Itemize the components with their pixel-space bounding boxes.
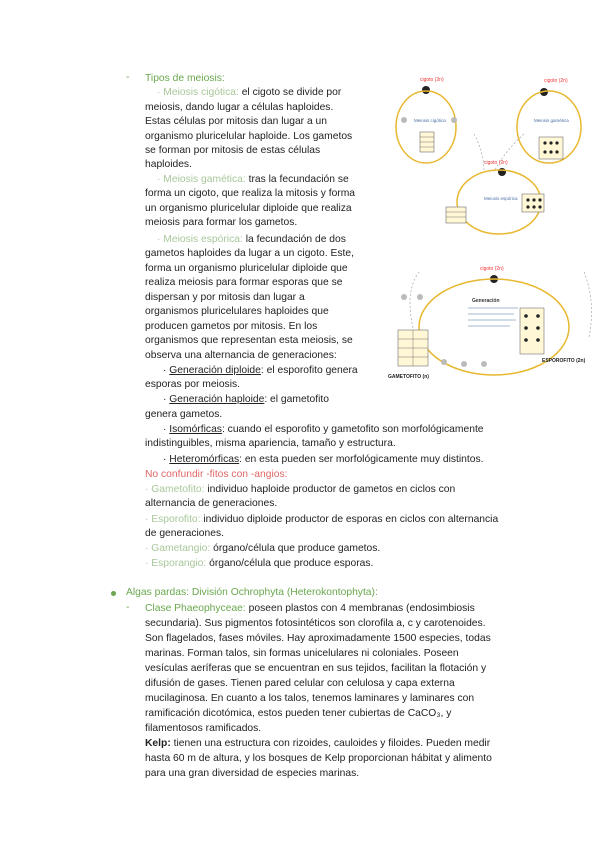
cycle-gametica [517, 78, 581, 163]
cigotica-line: Estas células por mitosis dan lugar a un [145, 116, 328, 127]
esporica-line: forma un organismo pluricelular diploide que [145, 263, 348, 274]
clase-line: filamentosos ramificados. [145, 723, 262, 734]
gen-diploide-line [163, 364, 358, 378]
kelp-line: hasta 60 m de altura, y los bosques de Kelp proporcionan hábitat y alimento [145, 753, 492, 764]
esporica-line: observa una alternancia de generaciones: [145, 350, 337, 361]
esporica-line: realiza meiosis para formar esporas que se [145, 277, 343, 288]
gametica-line: un organismo pluricelular diploide que realiza [145, 203, 352, 214]
def-term: · Gametangio: [145, 543, 211, 554]
isomorficas-prefix: · [163, 424, 170, 435]
heteromorficas-line [163, 453, 484, 467]
clase-line: difusión de gases. Tienen pared celular con celulosa y capa externa [145, 678, 455, 689]
def-line2: alternancia de generaciones. [145, 498, 278, 509]
esporica-line: organismos pluricelulares haploides que [145, 306, 329, 317]
gen-haploide-term: Generación haploide [169, 394, 265, 405]
cycle-center-label: Meiosis gamética [534, 118, 569, 123]
esporofito-label: ESPOROFITO (2n) [542, 358, 586, 364]
cigoto-label: cigoto (2n) [420, 77, 444, 83]
def-text: individuo diploide productor de esporas en ciclos con alternancia [203, 514, 499, 525]
def-esporofito [145, 513, 498, 527]
clase-text: poseen plastos con 4 membranas (endosimbiosis [248, 603, 475, 614]
heteromorficas-prefix: · [163, 454, 170, 465]
list-dash: - [126, 602, 130, 613]
def-text: órgano/célula que produce esporas. [209, 558, 374, 569]
kelp-label: Kelp: [145, 738, 171, 749]
gametica-label: · Meiosis gamética: [157, 174, 246, 185]
kelp-line-0 [145, 737, 490, 751]
cigoto-label: cigoto (2n) [480, 266, 504, 272]
clase-line: marinas. Forman talos, sin formas unicelulares ni coloniales. Poseen [145, 648, 459, 659]
cycle-center-label: Generación [472, 298, 500, 304]
cycle-esporica [446, 160, 544, 234]
isomorficas-term: Isomórficas [169, 424, 222, 435]
isomorficas-rest: : cuando el esporofito y gametofito son morfológicamente [221, 424, 484, 435]
heteromorficas-term: Heteromórficas [169, 454, 240, 465]
gen-haploide-prefix: · [163, 394, 170, 405]
cigoto-label: cigoto (2n) [544, 78, 568, 84]
cigotica-line: organismo pluricelular haploide. Los gametos [145, 131, 353, 142]
gametofito-label: GAMETOFITO (n) [388, 374, 429, 380]
list-dash: - [126, 72, 130, 83]
def-gametangio [145, 542, 380, 556]
kelp-line: para una gran diversidad de especies marinas. [145, 768, 360, 779]
gen-diploide-term: Generación diploide [169, 365, 261, 376]
esporica-line: dispersan y por mitosis dan lugar a [145, 292, 305, 303]
cycle-center-label: Meiosis cigótica [414, 118, 446, 123]
clase-line: vesículas aeríferas que se encuentran en sus tejidos, facilitan la flotación y [145, 663, 487, 674]
def-text: individuo haploide productor de gametos en ciclos con [207, 484, 456, 495]
esporica-label: · Meiosis espórica: [157, 234, 243, 245]
esporica-line: gametos haploides da lugar a un cigoto. Este, [145, 248, 354, 259]
clase-line: ramificación dicotómica, estos pueden tener cubiertas de CaCO₃, y [145, 708, 452, 719]
def-term: · Gametofito: [145, 484, 205, 495]
esporica-text: la fecundación de dos [245, 234, 346, 245]
clase-line: mucilaginosa. En cuanto a los talos, tenemos laminares y laminares con [145, 693, 475, 704]
cigotica-line: meiosis, dando lugar a células haploides. [145, 102, 334, 113]
cigotica-line: haploides. [145, 159, 192, 170]
isomorficas-line2: indistinguibles, misma apariencia, tamaño y estructura. [145, 438, 396, 449]
cigotica-label: · Meiosis cigótica: [157, 87, 239, 98]
gametica-text: tras la fecundación se [248, 174, 349, 185]
def-text: órgano/célula que produce gametos. [213, 543, 381, 554]
gametica-line: forma un cigoto, que realiza la mitosis y forma [145, 188, 356, 199]
esporica-line: producen gametos por mitosis. En los [145, 321, 318, 332]
heteromorficas-rest: : en esta pueden ser morfológicamente muy distintos. [239, 454, 484, 465]
gen-diploide-rest: : el esporofito genera [260, 365, 358, 376]
cigotica-text: el cigoto se divide por [241, 87, 342, 98]
esporica-line: organismos que representan esta meiosis, se [145, 335, 353, 346]
cycle-alternancia [388, 266, 586, 380]
kelp-text: tienen una estructura con rizoides, cauloides y filoides. Pueden medir [173, 738, 491, 749]
cigotica-line-0 [145, 86, 341, 100]
cigotica-line: se forman por mitosis de estas células [145, 145, 321, 156]
life-cycle-figure [384, 72, 600, 402]
gen-haploide-rest: : el gametofito [264, 394, 330, 405]
isomorficas-line [163, 423, 484, 437]
gametica-line: meiosis para formar los gametos. [145, 217, 298, 228]
esporica-line-0 [145, 233, 346, 247]
clase-label: Clase Phaeophyceae: [145, 603, 246, 614]
algas-heading: Algas pardas: División Ochrophyta (Heterokontophyta): [126, 587, 378, 598]
def-line2: de generaciones. [145, 528, 225, 539]
gen-haploide-line [163, 393, 329, 407]
clase-line: Son flagelados, fases móviles. Hay aproximadamente 1500 especies, todas [145, 633, 491, 644]
cycle-cigotica [396, 77, 457, 163]
def-term: · Esporofito: [145, 514, 201, 525]
gen-haploide-line2: genera gametos. [145, 409, 223, 420]
clase-line: secundaria). Sus pigmentos fotosintéticos son clorofila a, c y carotenoides. [145, 618, 486, 629]
clase-line-0 [145, 602, 475, 616]
def-term: · Esporangio: [145, 558, 207, 569]
cigoto-label: cigoto (2n) [484, 160, 508, 166]
gen-diploide-prefix: · [163, 365, 170, 376]
bullet-dot [111, 591, 116, 596]
def-gametofito [145, 483, 455, 497]
section-title: Tipos de meiosis: [145, 73, 225, 84]
def-esporangio [145, 557, 373, 571]
gametica-line-0 [145, 173, 349, 187]
warning-text: No confundir -fitos con -angios: [145, 469, 288, 480]
gen-diploide-line2: esporas por meiosis. [145, 379, 240, 390]
cycle-center-label: Meiosis espórica [484, 196, 518, 201]
